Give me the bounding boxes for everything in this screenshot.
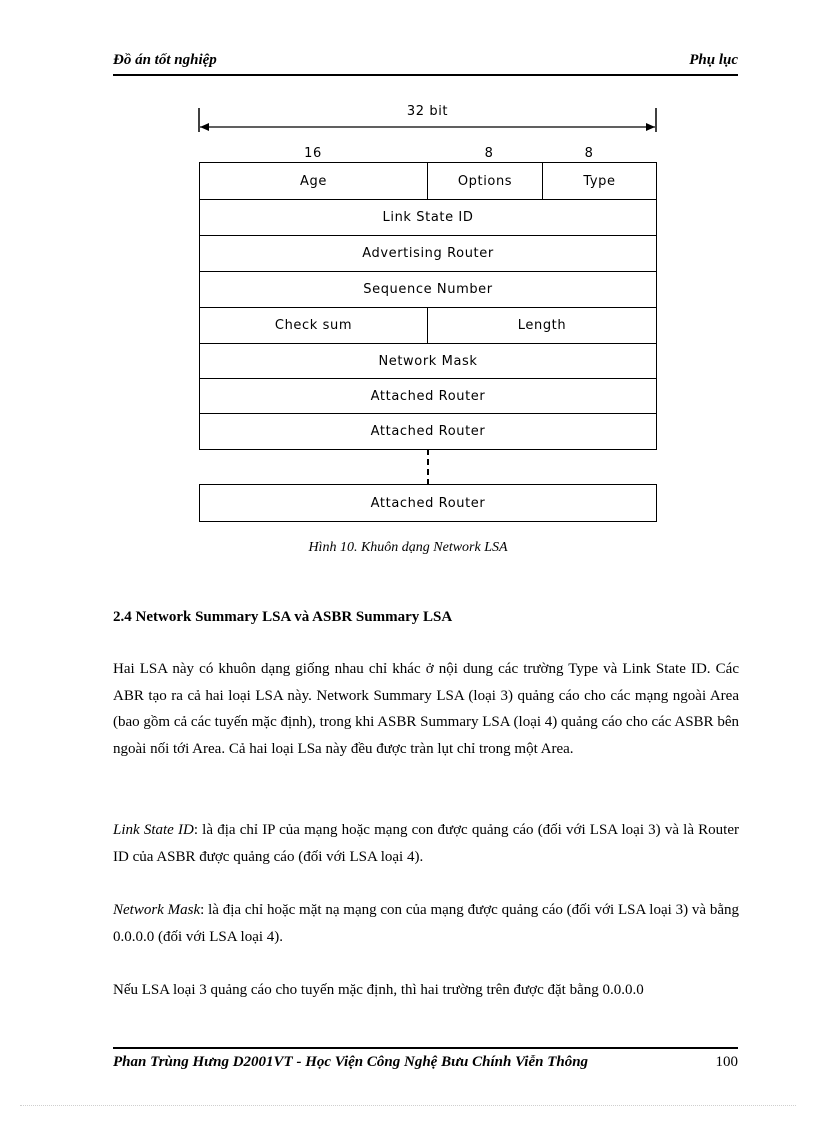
paragraph-link-state-id [113, 817, 739, 870]
footer-rule [113, 1047, 738, 1049]
page-edge [20, 1105, 796, 1106]
field-sequence-number: Sequence Number [199, 271, 657, 308]
width-label: 32 bit [406, 104, 449, 119]
field-type: Type [542, 162, 657, 200]
field-attached-router-last: Attached Router [199, 484, 657, 522]
width-arrow [198, 108, 658, 148]
continuation-line [427, 449, 429, 485]
definition: : là địa chỉ hoặc mặt nạ mạng con của mạng được quảng cáo (đối với LSA loại 3) và bằng 0.0.0.0 (đối với LSA loại 4). [113, 902, 739, 945]
field-checksum: Check sum [199, 307, 428, 344]
paragraph-network-mask [113, 897, 739, 950]
section-heading: 2.4 Network Summary LSA và ASBR Summary LSA [113, 609, 453, 625]
definition: : là địa chỉ IP của mạng hoặc mạng con được quảng cáo (đối với LSA loại 3) và là Router ID của ASBR được quảng cáo (đối với LSA loại 4). [113, 822, 739, 865]
field-length: Length [427, 307, 657, 344]
field-attached-router: Attached Router [199, 413, 657, 450]
field-age: Age [199, 162, 428, 200]
field-link-state-id: Link State ID [199, 199, 657, 236]
term: Network Mask [113, 902, 201, 918]
term: Link State ID [113, 822, 194, 838]
header-title: Đồ án tốt nghiệp [113, 52, 217, 68]
paragraph: Nếu LSA loại 3 quảng cáo cho tuyến mặc định, thì hai trường trên được đặt bằng 0.0.0.0 [113, 982, 644, 998]
header-rule [113, 74, 738, 76]
field-network-mask: Network Mask [199, 343, 657, 379]
header-section: Phụ lục [689, 52, 738, 68]
field-advertising-router: Advertising Router [199, 235, 657, 272]
footer-author: Phan Trùng Hưng D2001VT - Học Viện Công Nghệ Bưu Chính Viễn Thông [113, 1054, 589, 1070]
bits-label-age: 16 [304, 146, 322, 161]
paragraph: Hai LSA này có khuôn dạng giống nhau chỉ khác ở nội dung các trường Type và Link State ID. Các ABR tạo ra cả hai loại LSA này. Network Summary LSA (loại 3) quảng cáo cho các mạng ngoài Area (bao gồm cả các tuyến mặc định), trong khi ASBR Summary LSA (loại 4) quảng cáo cho các ASBR bên ngoài nối tới Area. Cả hai loại LSa này đều được tràn lụt chỉ trong một Area. [113, 661, 739, 758]
page-number: 100 [715, 1054, 738, 1070]
bits-label-type: 8 [584, 146, 594, 161]
figure-caption: Hình 10. Khuôn dạng Network LSA [308, 540, 508, 555]
field-options: Options [427, 162, 543, 200]
field-attached-router: Attached Router [199, 378, 657, 414]
bits-label-options: 8 [484, 146, 494, 161]
